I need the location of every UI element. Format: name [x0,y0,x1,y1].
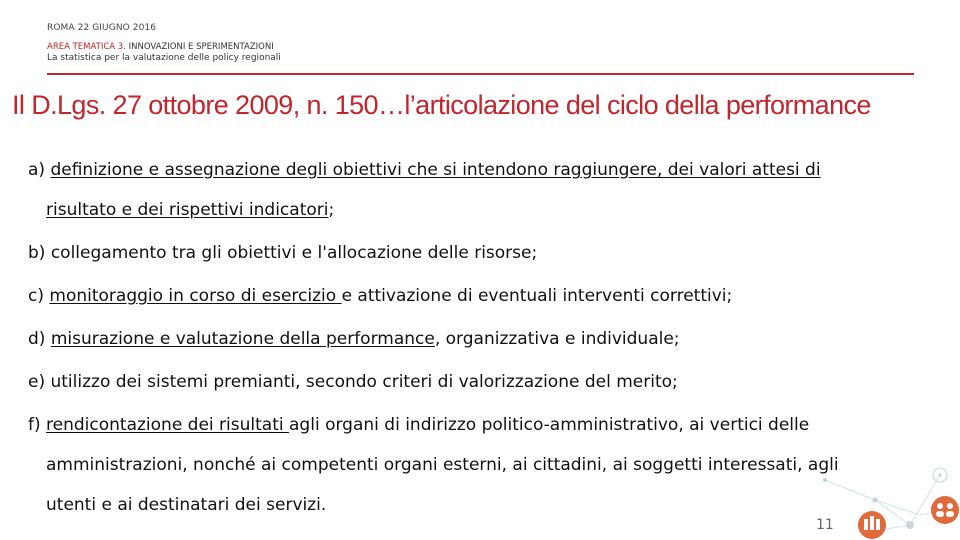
list-item-c [28,286,948,307]
list-item-a [28,160,948,221]
page-number: 11 [816,517,834,533]
item-a-underlined-2: risultato e dei rispettivi indicatori [46,200,329,220]
item-f-line3: utenti e ai destinatari dei servizi. [46,495,327,515]
header-theme [47,42,281,53]
item-c-underlined: monitoraggio in corso di esercizio [49,286,342,306]
header-divider [47,73,914,75]
list-item-d [28,329,948,350]
item-d-underlined: misurazione e valutazione della performance [50,329,435,349]
item-d-prefix: d) [28,329,51,349]
bar-chart-icon [858,511,886,539]
item-f-prefix: f) [28,415,47,435]
item-f-underlined: rendicontazione dei risultati [46,415,290,435]
header-subtitle: La statistica per la valutazione delle policy regionali [47,53,281,63]
header-theme-text: INNOVAZIONI E SPERIMENTAZIONI [125,42,274,52]
slide-header [47,22,281,64]
item-d-tail: , organizzativa e individuale; [434,329,680,349]
header-theme-label: AREA TEMATICA 3. [47,42,126,52]
item-a-continuation [28,200,948,221]
decorative-network-graphic [780,440,960,540]
item-a-tail: ; [328,200,335,220]
item-a-underlined-1: definizione e assegnazione degli obiettivi che si intendono raggiungere, dei valori attesi di [50,160,821,180]
list-item-b: b) collegamento tra gli obiettivi e l'allocazione delle risorse; [28,243,538,263]
item-a-prefix: a) [28,160,51,180]
slide-title: Il D.Lgs. 27 ottobre 2009, n. 150…l’articolazione del ciclo della performance [12,90,871,120]
item-f-line2: amministrazioni, nonché ai competenti organi esterni, ai cittadini, ai soggetti interessati, agli [46,455,839,475]
list-item-e: e) utilizzo dei sistemi premianti, secondo criteri di valorizzazione del merito; [28,372,678,392]
item-f-tail: agli organi di indirizzo politico-amministrativo, ai vertici delle [289,415,810,435]
header-date: ROMA 22 GIUGNO 2016 [47,23,157,33]
item-c-tail: e attivazione di eventuali interventi correttivi; [341,286,733,306]
item-c-prefix: c) [28,286,50,306]
people-icon [931,496,959,524]
